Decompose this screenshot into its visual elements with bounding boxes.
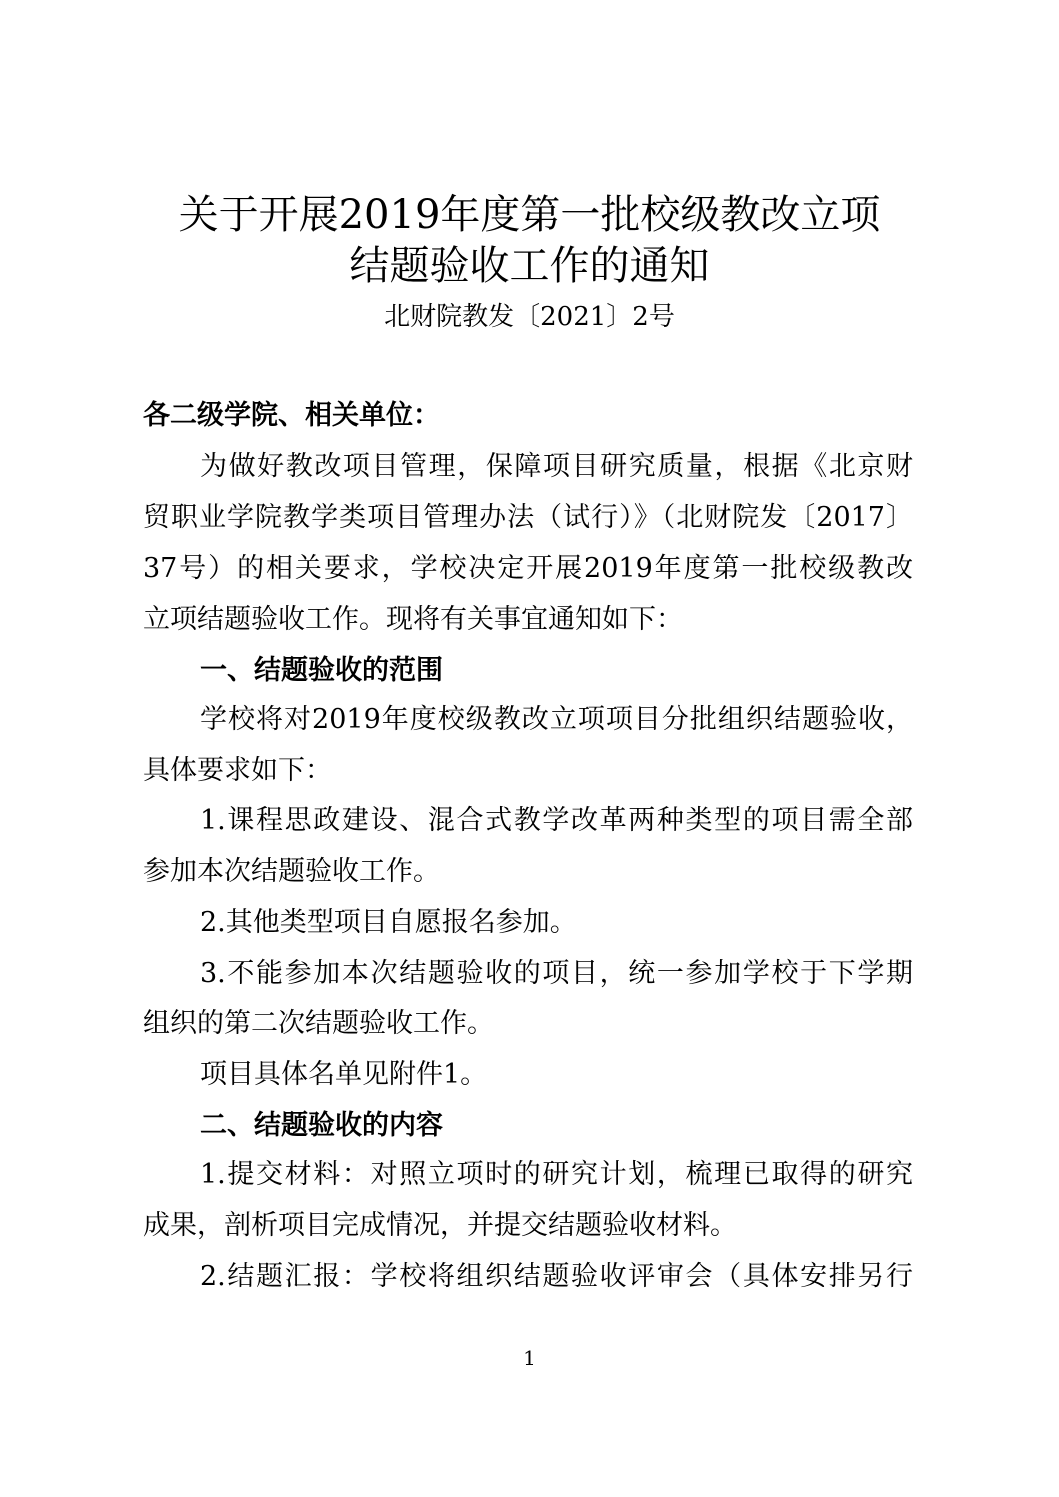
section-1-heading: 一、结题验收的范围	[200, 655, 443, 686]
salutation: 各二级学院、相关单位：	[143, 400, 440, 431]
section-1-item-1-line-1: 1.课程思政建设、混合式教学改革两种类型的项目需全部	[200, 805, 913, 836]
intro-line-2: 贸职业学院教学类项目管理办法（试行）》（北财院发〔2017〕	[143, 502, 913, 533]
section-2-heading: 二、结题验收的内容	[200, 1110, 443, 1141]
section-1-note: 项目具体名单见附件1。	[200, 1059, 488, 1090]
section-1-item-1-line-2: 参加本次结题验收工作。	[143, 856, 440, 887]
section-2-item-2-line-1: 2.结题汇报：学校将组织结题验收评审会（具体安排另行	[200, 1261, 913, 1292]
document-title-line-1: 关于开展2019年度第一批校级教改立项	[178, 192, 881, 238]
section-1-item-3-line-1: 3.不能参加本次结题验收的项目，统一参加学校于下学期	[200, 958, 913, 989]
page-number: 1	[523, 1346, 536, 1370]
intro-line-3: 37号）的相关要求，学校决定开展2019年度第一批校级教改	[143, 553, 913, 584]
section-1-para-line-2: 具体要求如下：	[143, 755, 332, 786]
intro-line-4: 立项结题验收工作。现将有关事宜通知如下：	[143, 604, 683, 635]
document-title-line-2: 结题验收工作的通知	[349, 243, 710, 289]
section-1-item-3-line-2: 组织的第二次结题验收工作。	[143, 1008, 494, 1039]
section-1-item-2: 2.其他类型项目自愿报名参加。	[200, 907, 577, 938]
section-1-para-line-1: 学校将对2019年度校级教改立项项目分批组织结题验收，	[200, 704, 913, 735]
section-2-item-1-line-2: 成果，剖析项目完成情况，并提交结题验收材料。	[143, 1210, 737, 1241]
section-2-item-1-line-1: 1.提交材料：对照立项时的研究计划，梳理已取得的研究	[200, 1159, 913, 1190]
document-number: 北财院教发〔2021〕2号	[384, 302, 675, 332]
intro-line-1: 为做好教改项目管理，保障项目研究质量，根据《北京财	[200, 451, 913, 482]
